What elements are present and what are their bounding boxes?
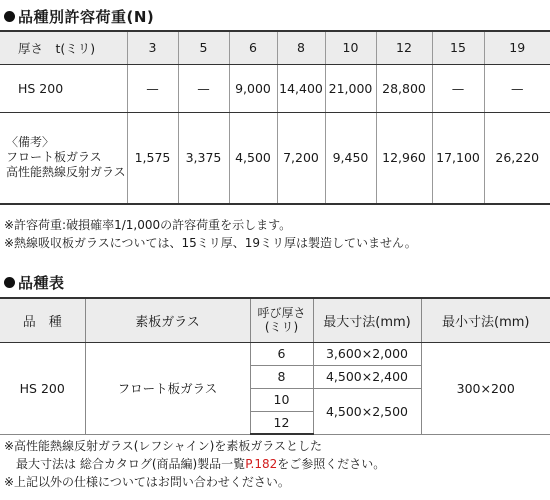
header-thickness: 厚さ t(ミリ): [0, 31, 127, 64]
cell: —: [178, 64, 229, 112]
base-glass-cell: フロート板ガラス: [85, 342, 250, 434]
min-size-cell: 300×200: [421, 342, 550, 434]
header-6: 6: [229, 31, 277, 64]
cell: 7,200: [277, 112, 325, 204]
note-reflective-glass: ※高性能熱線反射ガラス(レフシャイン)を素板ガラスとした: [4, 439, 322, 453]
header-row: [0, 31, 550, 64]
section-title-text: 品種別許容荷重(N): [18, 8, 155, 26]
header-8: 8: [277, 31, 325, 64]
max-size-cell: 4,500×2,400: [313, 365, 421, 388]
cell: 3,375: [178, 112, 229, 204]
thickness-cell: 10: [250, 388, 313, 411]
header-thickness-bottom: (ミリ): [264, 320, 299, 335]
note-catalog-suffix: をご参照ください。: [277, 457, 386, 471]
remarks-label: [0, 112, 127, 204]
variety-cell: HS 200: [0, 342, 85, 434]
header-5: 5: [178, 31, 229, 64]
cell: —: [127, 64, 178, 112]
table-row: [0, 112, 550, 204]
cell: 4,500: [229, 112, 277, 204]
max-size-cell: 4,500×2,500: [313, 388, 421, 434]
cell: 17,100: [432, 112, 484, 204]
cell: 9,000: [229, 64, 277, 112]
section-title-text: 品種表: [18, 274, 65, 292]
cell: —: [432, 64, 484, 112]
note-heat-absorbing: ※熱線吸収板ガラスについては、15ミリ厚、19ミリ厚は製造していません。: [4, 236, 417, 250]
cell: 14,400: [277, 64, 325, 112]
remarks-line: 高性能熱線反射ガラス: [6, 165, 126, 180]
thickness-cell: 6: [250, 342, 313, 365]
catalog-page-link[interactable]: P.182: [245, 457, 278, 471]
header-max-size: 最大寸法(mm): [313, 298, 421, 342]
max-size-cell: 3,600×2,000: [313, 342, 421, 365]
bullet-icon: [4, 277, 15, 288]
table-row: [0, 64, 550, 112]
cell: —: [484, 64, 550, 112]
header-thickness-top: 呼び厚さ: [257, 306, 306, 321]
header-10: 10: [325, 31, 376, 64]
cell: 21,000: [325, 64, 376, 112]
remarks-line: フロート板ガラス: [6, 150, 102, 165]
table-row: [0, 342, 550, 365]
thickness-cell: 8: [250, 365, 313, 388]
header-variety: 品 種: [0, 298, 85, 342]
header-base-glass: 素板ガラス: [85, 298, 250, 342]
section-title-allowable-load: [4, 6, 154, 27]
cell: 28,800: [376, 64, 432, 112]
header-thickness: [250, 298, 313, 342]
bullet-icon: [4, 11, 15, 22]
note-inquiry: ※上記以外の仕様についてはお問い合わせください。: [4, 475, 290, 489]
header-15: 15: [432, 31, 484, 64]
cell: 26,220: [484, 112, 550, 204]
cell: 12,960: [376, 112, 432, 204]
header-row: [0, 298, 550, 342]
variety-table: [0, 297, 550, 435]
remarks-line: 〈備考〉: [6, 135, 55, 150]
thickness-cell: 12: [250, 411, 313, 434]
header-19: 19: [484, 31, 550, 64]
note-catalog-reference: [16, 455, 385, 473]
cell: 1,575: [127, 112, 178, 204]
allowable-load-table: [0, 30, 550, 205]
header-3: 3: [127, 31, 178, 64]
note-catalog-prefix: 最大寸法は 総合カタログ(商品編)製品一覧: [16, 457, 246, 471]
note-allowable-load: ※許容荷重:破損確率1/1,000の許容荷重を示します。: [4, 218, 292, 232]
section-title-variety-table: [4, 272, 65, 293]
header-12: 12: [376, 31, 432, 64]
row-label: HS 200: [0, 64, 127, 112]
cell: 9,450: [325, 112, 376, 204]
header-min-size: 最小寸法(mm): [421, 298, 550, 342]
